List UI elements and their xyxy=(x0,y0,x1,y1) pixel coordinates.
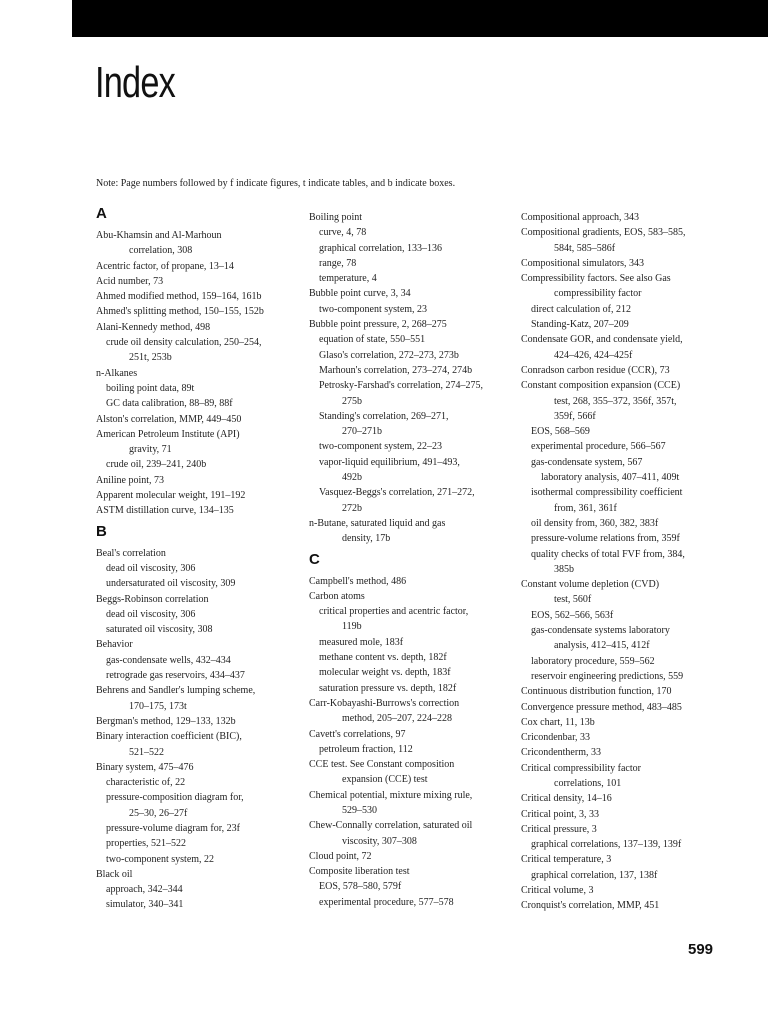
index-entry: reservoir engineering predictions, 559 xyxy=(531,670,684,682)
index-entry: two-component system, 23 xyxy=(319,303,428,315)
index-entry: gas-condensate systems laboratory xyxy=(531,625,670,637)
index-entry: graphical correlations, 137–139, 139f xyxy=(531,839,682,851)
index-entry: Bubble point curve, 3, 34 xyxy=(309,288,411,300)
index-entry: Aniline point, 73 xyxy=(96,474,165,486)
index-entry: Binary system, 475–476 xyxy=(96,761,194,773)
index-entry: experimental procedure, 577–578 xyxy=(319,896,454,908)
index-entry: retrograde gas reservoirs, 434–437 xyxy=(106,670,245,682)
index-entry: GC data calibration, 88–89, 88f xyxy=(106,398,233,410)
index-entry: Critical volume, 3 xyxy=(521,885,594,897)
index-entry: direct calculation of, 212 xyxy=(531,303,631,315)
index-entry: Beal's correlation xyxy=(96,547,166,559)
index-entry-continuation: expansion (CCE) test xyxy=(342,774,428,786)
index-entry: Carbon atoms xyxy=(309,590,365,602)
section-letter: C xyxy=(309,550,320,568)
index-column-1 xyxy=(96,205,296,913)
index-entry: molecular weight vs. depth, 183f xyxy=(319,667,451,679)
index-entry: Compositional gradients, EOS, 583–585, xyxy=(521,227,686,239)
index-entry: Alston's correlation, MMP, 449–450 xyxy=(96,413,242,425)
section-letter: A xyxy=(96,205,107,222)
index-note: Note: Page numbers followed by f indicate figures, t indicate tables, and b indicate boxes. xyxy=(96,178,456,189)
index-entry: Critical pressure, 3 xyxy=(521,823,597,835)
index-entry: Cox chart, 11, 13b xyxy=(521,716,595,728)
index-entry: saturation pressure vs. depth, 182f xyxy=(319,682,457,694)
index-entry-continuation: 521–522 xyxy=(129,746,164,758)
index-entry: Compositional simulators, 343 xyxy=(521,257,645,269)
index-entry: vapor-liquid equilibrium, 491–493, xyxy=(319,456,460,468)
index-entry: Acentric factor, of propane, 13–14 xyxy=(96,260,234,272)
index-entry-continuation: 170–175, 173t xyxy=(129,700,187,712)
index-entry: Convergence pressure method, 483–485 xyxy=(521,701,682,713)
index-entry: Chemical potential, mixture mixing rule, xyxy=(309,789,473,801)
index-entry: crude oil density calculation, 250–254, xyxy=(106,337,262,349)
index-entry-continuation: method, 205–207, 224–228 xyxy=(342,713,452,725)
section-letter: B xyxy=(96,522,107,540)
index-entry: characteristic of, 22 xyxy=(106,777,186,789)
index-entry: pressure-volume relations from, 359f xyxy=(531,533,680,545)
index-entry: Bergman's method, 129–133, 132b xyxy=(96,715,236,727)
index-entry: Cronquist's correlation, MMP, 451 xyxy=(521,900,660,912)
index-entry: properties, 521–522 xyxy=(106,838,186,850)
index-entry: Cricondenbar, 33 xyxy=(521,732,591,744)
index-entry: EOS, 578–580, 579f xyxy=(319,881,402,893)
index-entry: isothermal compressibility coefficient xyxy=(531,487,683,499)
index-entry: Composite liberation test xyxy=(309,866,410,878)
index-entry: Chew-Connally correlation, saturated oil xyxy=(309,820,473,832)
index-entry: curve, 4, 78 xyxy=(319,227,367,239)
index-entry: Binary interaction coefficient (BIC), xyxy=(96,731,242,743)
index-entry-continuation: gravity, 71 xyxy=(129,444,172,456)
index-entry: Compressibility factors. See also Gas xyxy=(521,273,671,285)
index-entry: Ahmed modified method, 159–164, 161b xyxy=(96,291,262,303)
index-entry: Critical temperature, 3 xyxy=(521,854,612,866)
index-entry: pressure-composition diagram for, xyxy=(106,792,244,804)
index-entry: Critical compressibility factor xyxy=(521,762,641,774)
index-entry: dead oil viscosity, 306 xyxy=(106,562,196,574)
index-entry-continuation: test, 268, 355–372, 356f, 357t, xyxy=(554,395,677,407)
index-entry: saturated oil viscosity, 308 xyxy=(106,624,213,636)
index-entry: Critical point, 3, 33 xyxy=(521,808,600,820)
index-entry: range, 78 xyxy=(319,257,357,269)
index-entry: two-component system, 22 xyxy=(106,853,215,865)
index-entry: EOS, 562–566, 563f xyxy=(531,609,614,621)
index-entry-continuation: 119b xyxy=(342,621,362,633)
index-entry: ASTM distillation curve, 134–135 xyxy=(96,505,234,517)
index-entry: n-Alkanes xyxy=(96,367,138,379)
index-entry: Acid number, 73 xyxy=(96,275,164,287)
index-entry: Standing's correlation, 269–271, xyxy=(319,410,449,422)
index-entry-continuation: 529–530 xyxy=(342,804,377,816)
index-entry: gas-condensate wells, 432–434 xyxy=(106,654,231,666)
index-entry: CCE test. See Constant composition xyxy=(309,759,455,771)
index-column-3 xyxy=(521,210,731,914)
index-entry: approach, 342–344 xyxy=(106,884,183,896)
index-entry: oil density from, 360, 382, 383f xyxy=(531,517,659,529)
index-entry: Standing-Katz, 207–209 xyxy=(531,319,629,331)
index-entry: graphical correlation, 133–136 xyxy=(319,242,443,254)
index-entry: crude oil, 239–241, 240b xyxy=(106,459,207,471)
index-entry-continuation: correlation, 308 xyxy=(129,245,193,257)
index-entry: Abu-Khamsin and Al-Marhoun xyxy=(96,230,222,241)
index-entry: experimental procedure, 566–567 xyxy=(531,441,666,453)
index-entry: Constant composition expansion (CCE) xyxy=(521,380,681,392)
index-entry: Continuous distribution function, 170 xyxy=(521,686,672,698)
page-number: 599 xyxy=(688,941,714,958)
index-entry: simulator, 340–341 xyxy=(106,899,184,911)
index-entry: temperature, 4 xyxy=(319,273,377,285)
index-entry: measured mole, 183f xyxy=(319,636,404,648)
index-entry: Compositional approach, 343 xyxy=(521,212,640,223)
index-entry: Vasquez-Beggs's correlation, 271–272, xyxy=(319,487,475,499)
index-entry: Conradson carbon residue (CCR), 73 xyxy=(521,364,670,376)
index-entry-continuation: 251t, 253b xyxy=(129,352,172,364)
index-entry-continuation: 25–30, 26–27f xyxy=(129,807,188,819)
index-entry-continuation: density, 17b xyxy=(342,533,391,545)
index-entry: Behrens and Sandler's lumping scheme, xyxy=(96,685,256,697)
index-entry: equation of state, 550–551 xyxy=(319,334,426,346)
index-entry-continuation: 272b xyxy=(342,502,362,514)
index-entry-continuation: 424–426, 424–425f xyxy=(554,349,633,361)
index-entry: dead oil viscosity, 306 xyxy=(106,608,196,620)
index-entry-continuation: 584t, 585–586f xyxy=(554,242,616,254)
index-column-2 xyxy=(309,210,514,910)
index-entry-continuation: viscosity, 307–308 xyxy=(342,835,417,847)
index-entry: graphical correlation, 137, 138f xyxy=(531,869,658,881)
index-entry: Boiling point xyxy=(309,212,363,223)
index-entry: laboratory procedure, 559–562 xyxy=(531,655,655,667)
index-entry: Glaso's correlation, 272–273, 273b xyxy=(319,349,459,361)
index-entry: boiling point data, 89t xyxy=(106,382,195,394)
index-entry: Critical density, 14–16 xyxy=(521,793,612,805)
index-entry: Apparent molecular weight, 191–192 xyxy=(96,490,246,502)
index-entry-continuation: compressibility factor xyxy=(554,288,642,300)
index-entry: Marhoun's correlation, 273–274, 274b xyxy=(319,364,473,376)
index-entry-continuation: 359f, 566f xyxy=(554,410,596,422)
index-entry: Cricondentherm, 33 xyxy=(521,747,601,759)
index-entry: Cloud point, 72 xyxy=(309,850,372,862)
index-entry: Black oil xyxy=(96,868,133,880)
index-entry-continuation: 492b xyxy=(342,472,362,484)
index-entry: American Petroleum Institute (API) xyxy=(96,428,240,440)
index-entry: gas-condensate system, 567 xyxy=(531,456,643,468)
index-entry: laboratory analysis, 407–411, 409t xyxy=(541,472,680,484)
index-entry: Constant volume depletion (CVD) xyxy=(521,579,660,591)
index-entry-continuation: analysis, 412–415, 412f xyxy=(554,640,650,652)
index-entry: Ahmed's splitting method, 150–155, 152b xyxy=(96,306,264,318)
page-title: Index xyxy=(95,58,176,107)
index-entry-continuation: test, 560f xyxy=(554,594,592,606)
index-entry: Alani-Kennedy method, 498 xyxy=(96,321,211,333)
index-entry: Carr-Kobayashi-Burrows's correction xyxy=(309,697,460,709)
index-entry: n-Butane, saturated liquid and gas xyxy=(309,517,446,529)
index-entry: methane content vs. depth, 182f xyxy=(319,652,447,664)
index-entry: Condensate GOR, and condensate yield, xyxy=(521,334,683,346)
index-entry-continuation: correlations, 101 xyxy=(554,777,622,789)
index-entry: petroleum fraction, 112 xyxy=(319,743,413,755)
index-entry: Bubble point pressure, 2, 268–275 xyxy=(309,319,447,331)
index-entry: pressure-volume diagram for, 23f xyxy=(106,822,240,834)
index-entry: Behavior xyxy=(96,639,133,651)
index-entry: Beggs-Robinson correlation xyxy=(96,593,209,605)
index-entry: two-component system, 22–23 xyxy=(319,441,443,453)
index-entry: Campbell's method, 486 xyxy=(309,575,407,587)
index-entry-continuation: 270–271b xyxy=(342,426,382,438)
index-entry: Petrosky-Farshad's correlation, 274–275, xyxy=(319,380,483,392)
index-entry: quality checks of total FVF from, 384, xyxy=(531,548,685,560)
index-entry-continuation: 385b xyxy=(554,563,574,575)
index-entry: critical properties and acentric factor, xyxy=(319,606,469,618)
index-entry-continuation: 275b xyxy=(342,395,362,407)
header-bar xyxy=(72,0,768,37)
index-entry: undersaturated oil viscosity, 309 xyxy=(106,578,236,590)
index-entry-continuation: from, 361, 361f xyxy=(554,502,617,514)
index-entry: Cavett's correlations, 97 xyxy=(309,728,406,740)
index-entry: EOS, 568–569 xyxy=(531,426,590,438)
